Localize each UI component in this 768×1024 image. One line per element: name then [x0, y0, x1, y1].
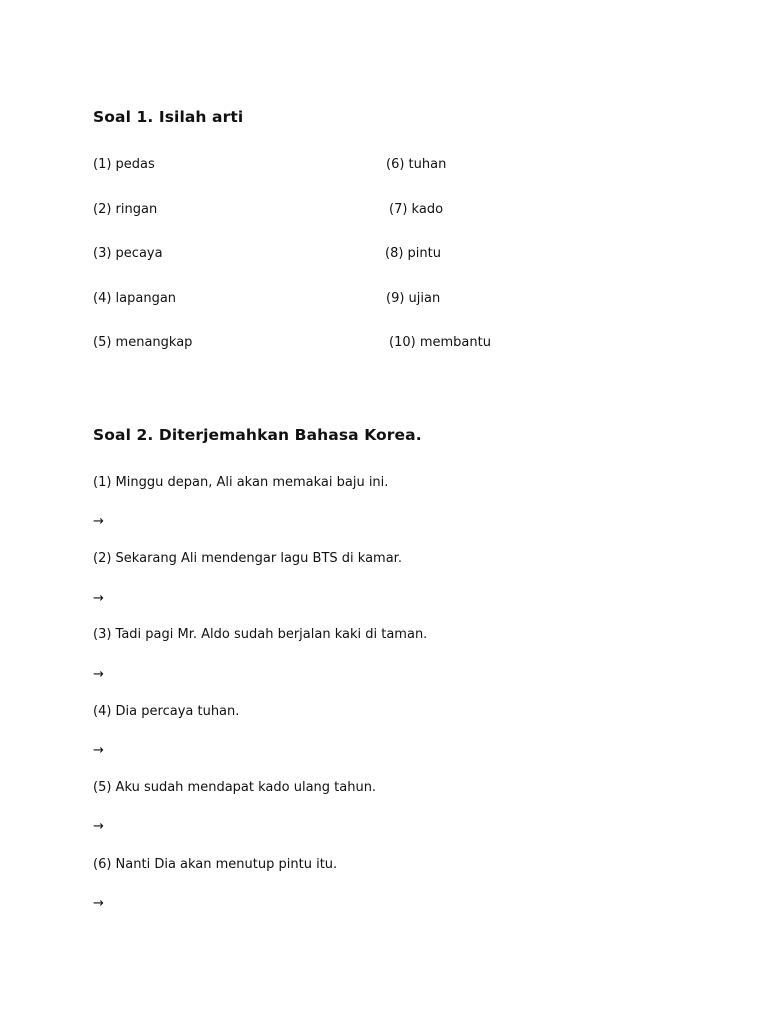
translation-question-3: (3) Tadi pagi Mr. Aldo sudah berjalan kaki di taman.	[93, 627, 428, 642]
answer-arrow-icon: →	[93, 819, 104, 834]
vocab-item-6: (6) tuhan	[386, 157, 447, 172]
answer-arrow-icon: →	[93, 743, 104, 758]
vocab-item-7: (7) kado	[389, 202, 444, 217]
vocab-item-8: (8) pintu	[385, 246, 441, 261]
vocab-item-3: (3) pecaya	[93, 246, 163, 261]
answer-arrow-icon: →	[93, 896, 104, 911]
answer-arrow-icon: →	[93, 667, 104, 682]
translation-question-1: (1) Minggu depan, Ali akan memakai baju ini.	[93, 475, 389, 490]
vocab-item-2: (2) ringan	[93, 202, 158, 217]
vocab-item-5: (5) menangkap	[93, 335, 193, 350]
section1-title: Soal 1. Isilah arti	[93, 108, 244, 126]
answer-arrow-icon: →	[93, 591, 104, 606]
vocab-item-1: (1) pedas	[93, 157, 155, 172]
translation-question-2: (2) Sekarang Ali mendengar lagu BTS di kamar.	[93, 551, 402, 566]
vocab-item-10: (10) membantu	[389, 335, 491, 350]
answer-arrow-icon: →	[93, 514, 104, 529]
translation-question-4: (4) Dia percaya tuhan.	[93, 704, 240, 719]
translation-question-6: (6) Nanti Dia akan menutup pintu itu.	[93, 857, 338, 872]
section2-title: Soal 2. Diterjemahkan Bahasa Korea.	[93, 426, 422, 444]
translation-question-5: (5) Aku sudah mendapat kado ulang tahun.	[93, 780, 377, 795]
vocab-item-9: (9) ujian	[386, 291, 441, 306]
vocab-item-4: (4) lapangan	[93, 291, 177, 306]
